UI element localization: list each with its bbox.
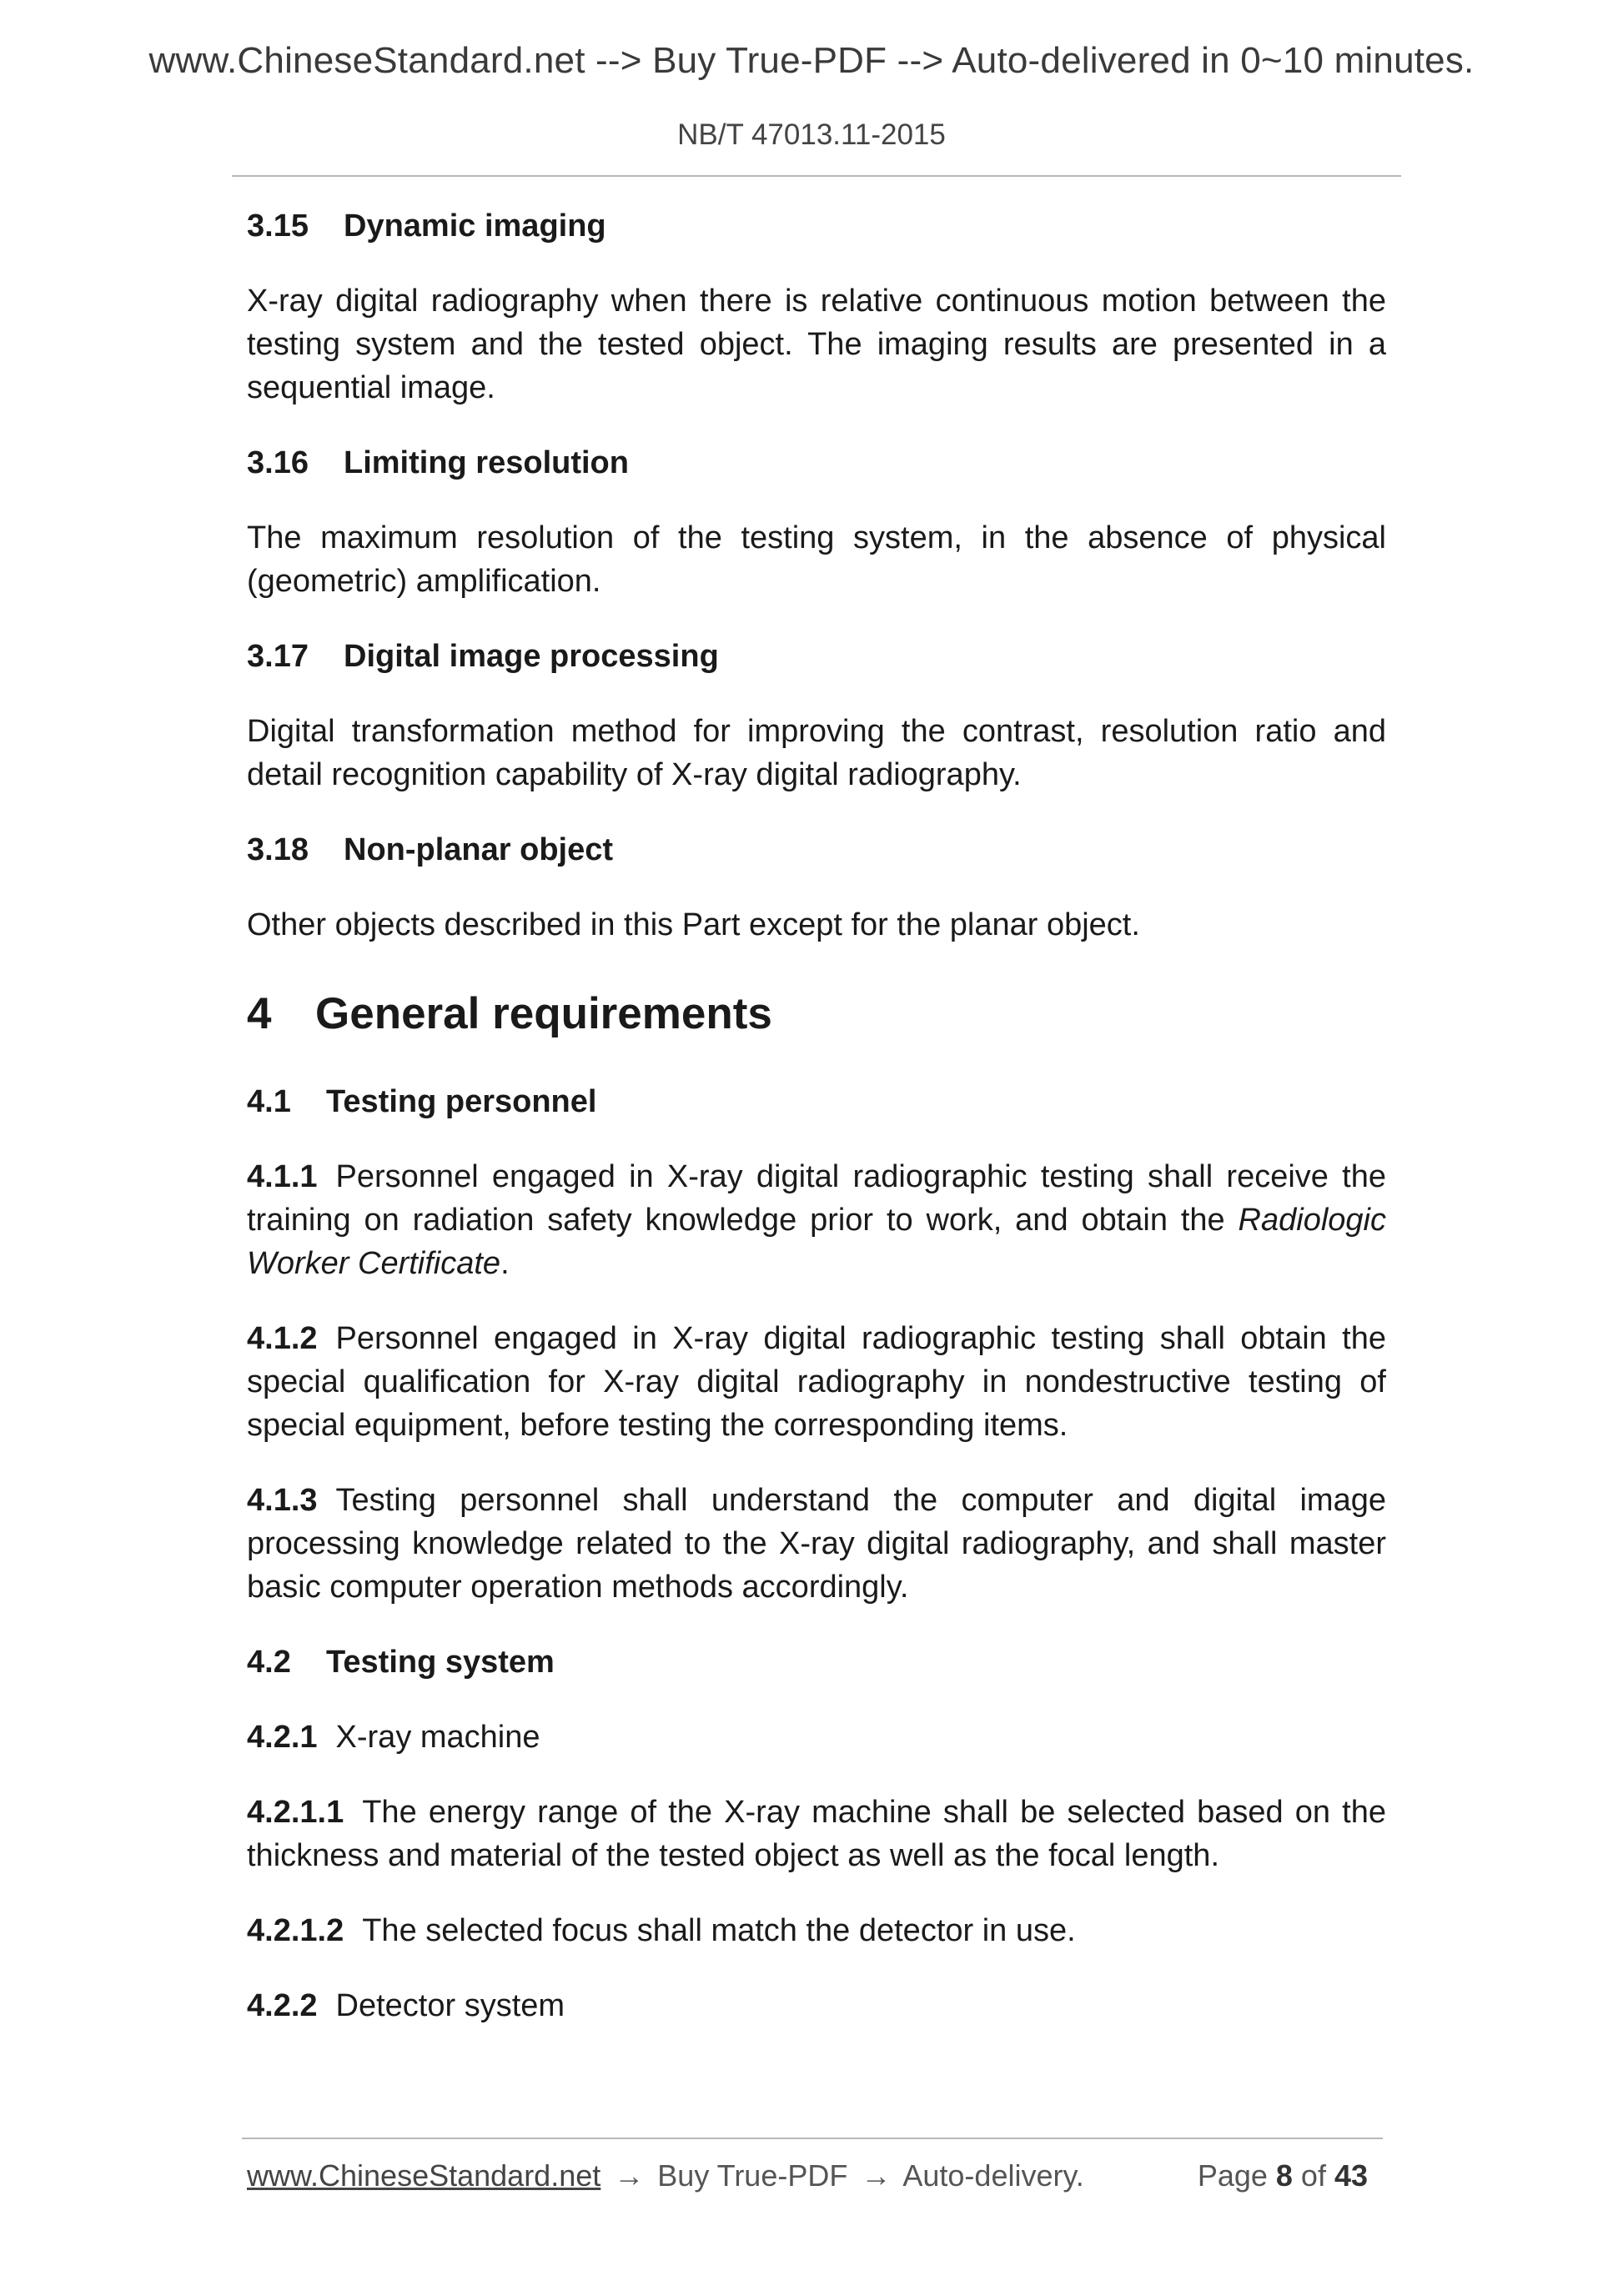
clause-number: 4.2.1 (247, 1720, 318, 1755)
header-divider (232, 175, 1401, 177)
clause-text: Testing personnel shall understand the computer and digital image processing knowledge related to the X-ray digital radiography, and shall master basic computer operation methods accordingly. (247, 1483, 1386, 1605)
section-number: 4.1 (247, 1084, 291, 1119)
chapter-number: 4 (247, 989, 272, 1038)
clause-text: The selected focus shall match the detector in use. (362, 1913, 1076, 1948)
page-number: 8 (1275, 2158, 1293, 2193)
heading-4-2 (247, 1640, 1386, 1684)
paragraph-4-2-1-1 (247, 1791, 1386, 1877)
clause-number: 4.1.2 (247, 1321, 318, 1356)
arrow-right-icon: → (614, 2158, 645, 2193)
heading-3-17 (247, 635, 1386, 678)
section-title: Digital image processing (344, 639, 719, 674)
footer-buy-text: Buy True-PDF (657, 2158, 848, 2193)
heading-3-15 (247, 204, 1386, 248)
paragraph-3-18: Other objects described in this Part except for the planar object. (247, 907, 1140, 942)
clause-text: Personnel engaged in X-ray digital radiographic testing shall obtain the special qualification for X-ray digital radiography in nondestructive testing of special equipment, before testing the corresponding items. (247, 1321, 1386, 1443)
footer-site-link[interactable]: www.ChineseStandard.net (247, 2158, 601, 2193)
heading-4-1 (247, 1080, 1386, 1123)
section-number: 3.16 (247, 445, 309, 480)
section-title: Dynamic imaging (344, 208, 606, 244)
page-footer (247, 2158, 1376, 2193)
paragraph-4-2-2 (247, 1984, 1386, 2027)
heading-3-16 (247, 441, 1386, 485)
heading-4 (247, 985, 1386, 1043)
footer-delivery-text: Auto-delivery. (902, 2158, 1084, 2193)
document-number: NB/T 47013.11-2015 (677, 118, 946, 151)
clause-text-end: . (500, 1246, 510, 1281)
clause-text: Detector system (335, 1988, 565, 2023)
page-label: Page (1197, 2158, 1268, 2193)
section-number: 3.18 (247, 832, 309, 867)
clause-number: 4.1.3 (247, 1483, 318, 1518)
clause-number: 4.2.1.2 (247, 1913, 344, 1948)
heading-3-18 (247, 828, 1386, 872)
clause-number: 4.1.1 (247, 1159, 318, 1194)
paragraph-4-1-3 (247, 1479, 1386, 1609)
page-content (247, 204, 1386, 2027)
clause-number: 4.2.1.1 (247, 1795, 344, 1830)
top-banner: www.ChineseStandard.net --> Buy True-PDF --> Auto-delivered in 0~10 minutes. (148, 40, 1475, 81)
section-title: Testing personnel (326, 1084, 597, 1119)
of-label: of (1300, 2158, 1326, 2193)
clause-text: Personnel engaged in X-ray digital radiographic testing shall receive the training on radiation safety knowledge prior to work, and obtain the (247, 1159, 1386, 1238)
paragraph-4-1-2 (247, 1317, 1386, 1447)
chapter-title: General requirements (315, 989, 772, 1038)
certificate-name: Radiologic Worker Certificate (247, 1203, 1386, 1281)
paragraph-3-16: The maximum resolution of the testing system, in the absence of physical (geometric) amplification. (247, 520, 1386, 599)
paragraph-4-2-1-2 (247, 1909, 1386, 1952)
clause-number: 4.2.2 (247, 1988, 318, 2023)
section-title: Testing system (326, 1645, 555, 1680)
section-title: Non-planar object (344, 832, 614, 867)
paragraph-3-17: Digital transformation method for improving the contrast, resolution ratio and detail recognition capability of X-ray digital radiography. (247, 714, 1386, 792)
section-number: 4.2 (247, 1645, 291, 1680)
paragraph-4-1-1 (247, 1155, 1386, 1285)
paragraph-4-2-1 (247, 1716, 1386, 1759)
page-indicator (1198, 2158, 1376, 2193)
clause-text: The energy range of the X-ray machine shall be selected based on the thickness and material of the tested object as well as the focal length. (247, 1795, 1386, 1873)
section-number: 3.17 (247, 639, 309, 674)
paragraph-3-15: X-ray digital radiography when there is relative continuous motion between the testing system and the tested object. The imaging results are presented in a sequential image. (247, 284, 1386, 405)
section-title: Limiting resolution (344, 445, 629, 480)
section-number: 3.15 (247, 208, 309, 244)
clause-text: X-ray machine (335, 1720, 540, 1755)
arrow-right-icon: → (861, 2158, 892, 2193)
footer-divider (242, 2138, 1383, 2139)
total-pages: 43 (1334, 2158, 1368, 2193)
